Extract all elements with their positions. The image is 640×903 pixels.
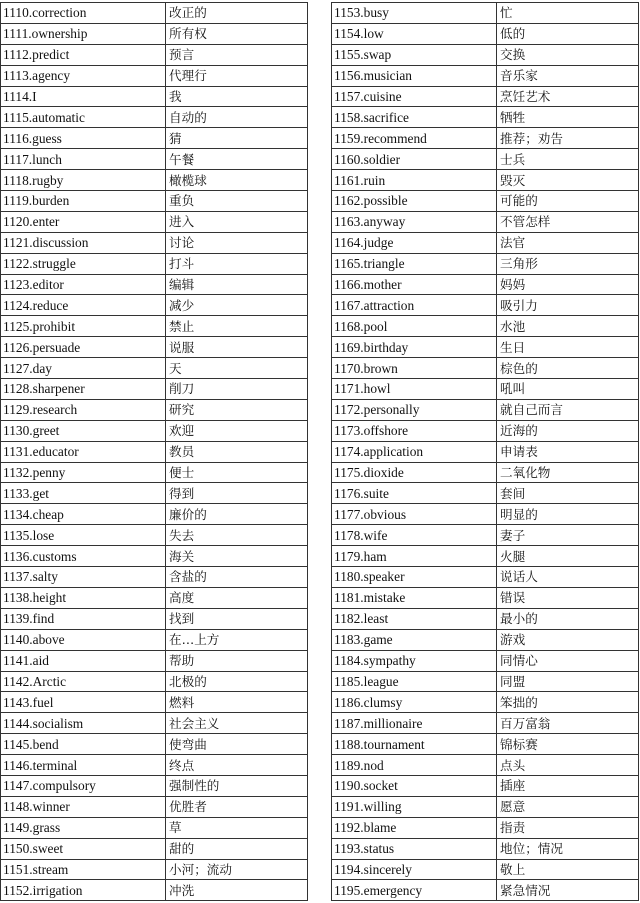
chinese-meaning-cell: 橄榄球 <box>166 170 308 191</box>
table-row <box>332 65 639 86</box>
english-word-cell: 1148.winner <box>1 796 166 817</box>
chinese-meaning-cell: 不管怎样 <box>497 211 639 232</box>
chinese-meaning-cell: 优胜者 <box>166 796 308 817</box>
table-row <box>332 629 639 650</box>
table-row <box>1 379 308 400</box>
english-word-cell: 1116.guess <box>1 128 166 149</box>
english-word-cell: 1151.stream <box>1 859 166 880</box>
table-row <box>1 337 308 358</box>
english-word-cell: 1149.grass <box>1 817 166 838</box>
chinese-meaning-cell: 二氧化物 <box>497 462 639 483</box>
table-row <box>332 713 639 734</box>
table-row <box>332 3 639 24</box>
chinese-meaning-cell: 冲洗 <box>166 880 308 901</box>
chinese-meaning-cell: 同情心 <box>497 650 639 671</box>
english-word-cell: 1120.enter <box>1 211 166 232</box>
table-row <box>332 880 639 901</box>
table-row <box>332 692 639 713</box>
chinese-meaning-cell: 低的 <box>497 23 639 44</box>
english-word-cell: 1142.Arctic <box>1 671 166 692</box>
chinese-meaning-cell: 火腿 <box>497 546 639 567</box>
chinese-meaning-cell: 敬上 <box>497 859 639 880</box>
chinese-meaning-cell: 预言 <box>166 44 308 65</box>
chinese-meaning-cell: 禁止 <box>166 316 308 337</box>
table-row <box>1 880 308 901</box>
table-row <box>332 316 639 337</box>
chinese-meaning-cell: 减少 <box>166 295 308 316</box>
chinese-meaning-cell: 打斗 <box>166 253 308 274</box>
table-row <box>332 337 639 358</box>
chinese-meaning-cell: 北极的 <box>166 671 308 692</box>
chinese-meaning-cell: 游戏 <box>497 629 639 650</box>
english-word-cell: 1145.bend <box>1 734 166 755</box>
english-word-cell: 1135.lose <box>1 525 166 546</box>
chinese-meaning-cell: 吼叫 <box>497 379 639 400</box>
chinese-meaning-cell: 讨论 <box>166 232 308 253</box>
english-word-cell: 1136.customs <box>1 546 166 567</box>
table-row <box>332 128 639 149</box>
table-row <box>1 462 308 483</box>
english-word-cell: 1115.automatic <box>1 107 166 128</box>
table-row <box>332 546 639 567</box>
table-row <box>332 274 639 295</box>
chinese-meaning-cell: 说服 <box>166 337 308 358</box>
chinese-meaning-cell: 毁灭 <box>497 170 639 191</box>
chinese-meaning-cell: 教员 <box>166 441 308 462</box>
chinese-meaning-cell: 明显的 <box>497 504 639 525</box>
table-row <box>332 149 639 170</box>
english-word-cell: 1137.salty <box>1 567 166 588</box>
table-row <box>1 755 308 776</box>
chinese-meaning-cell: 便士 <box>166 462 308 483</box>
chinese-meaning-cell: 音乐家 <box>497 65 639 86</box>
table-row <box>332 295 639 316</box>
table-row <box>1 191 308 212</box>
chinese-meaning-cell: 甜的 <box>166 838 308 859</box>
table-row <box>332 859 639 880</box>
table-row <box>332 211 639 232</box>
english-word-cell: 1180.speaker <box>332 567 497 588</box>
chinese-meaning-cell: 笨拙的 <box>497 692 639 713</box>
chinese-meaning-cell: 愿意 <box>497 796 639 817</box>
table-row <box>332 608 639 629</box>
table-row <box>1 817 308 838</box>
chinese-meaning-cell: 自动的 <box>166 107 308 128</box>
chinese-meaning-cell: 点头 <box>497 755 639 776</box>
english-word-cell: 1177.obvious <box>332 504 497 525</box>
chinese-meaning-cell: 锦标赛 <box>497 734 639 755</box>
english-word-cell: 1133.get <box>1 483 166 504</box>
english-word-cell: 1153.busy <box>332 3 497 24</box>
chinese-meaning-cell: 妈妈 <box>497 274 639 295</box>
table-row <box>332 44 639 65</box>
chinese-meaning-cell: 妻子 <box>497 525 639 546</box>
english-word-cell: 1172.personally <box>332 399 497 420</box>
english-word-cell: 1193.status <box>332 838 497 859</box>
chinese-meaning-cell: 申请表 <box>497 441 639 462</box>
english-word-cell: 1129.research <box>1 399 166 420</box>
chinese-meaning-cell: 可能的 <box>497 191 639 212</box>
english-word-cell: 1125.prohibit <box>1 316 166 337</box>
chinese-meaning-cell: 含盐的 <box>166 567 308 588</box>
table-row <box>1 504 308 525</box>
table-row <box>332 671 639 692</box>
chinese-meaning-cell: 失去 <box>166 525 308 546</box>
chinese-meaning-cell: 三角形 <box>497 253 639 274</box>
table-row <box>332 525 639 546</box>
chinese-meaning-cell: 代理行 <box>166 65 308 86</box>
chinese-meaning-cell: 我 <box>166 86 308 107</box>
english-word-cell: 1119.burden <box>1 191 166 212</box>
english-word-cell: 1163.anyway <box>332 211 497 232</box>
table-row <box>1 420 308 441</box>
table-row <box>332 755 639 776</box>
table-row <box>1 567 308 588</box>
left-table-body <box>1 3 308 901</box>
english-word-cell: 1152.irrigation <box>1 880 166 901</box>
english-word-cell: 1173.offshore <box>332 420 497 441</box>
chinese-meaning-cell: 水池 <box>497 316 639 337</box>
chinese-meaning-cell: 进入 <box>166 211 308 232</box>
table-row <box>1 650 308 671</box>
chinese-meaning-cell: 套间 <box>497 483 639 504</box>
english-word-cell: 1182.least <box>332 608 497 629</box>
table-row <box>332 483 639 504</box>
chinese-meaning-cell: 紧急情况 <box>497 880 639 901</box>
table-row <box>1 23 308 44</box>
chinese-meaning-cell: 天 <box>166 358 308 379</box>
english-word-cell: 1181.mistake <box>332 587 497 608</box>
chinese-meaning-cell: 削刀 <box>166 379 308 400</box>
english-word-cell: 1131.educator <box>1 441 166 462</box>
english-word-cell: 1143.fuel <box>1 692 166 713</box>
chinese-meaning-cell: 百万富翁 <box>497 713 639 734</box>
table-row <box>1 629 308 650</box>
table-row <box>1 546 308 567</box>
english-word-cell: 1194.sincerely <box>332 859 497 880</box>
chinese-meaning-cell: 所有权 <box>166 23 308 44</box>
table-row <box>1 838 308 859</box>
table-row <box>332 107 639 128</box>
right-vocab-table <box>331 2 639 901</box>
table-row <box>1 274 308 295</box>
table-row <box>332 358 639 379</box>
english-word-cell: 1150.sweet <box>1 838 166 859</box>
chinese-meaning-cell: 吸引力 <box>497 295 639 316</box>
chinese-meaning-cell: 指责 <box>497 817 639 838</box>
english-word-cell: 1117.lunch <box>1 149 166 170</box>
english-word-cell: 1156.musician <box>332 65 497 86</box>
table-row <box>332 170 639 191</box>
english-word-cell: 1187.millionaire <box>332 713 497 734</box>
table-row <box>332 23 639 44</box>
chinese-meaning-cell: 烹饪艺术 <box>497 86 639 107</box>
table-row <box>1 3 308 24</box>
table-row <box>332 399 639 420</box>
english-word-cell: 1184.sympathy <box>332 650 497 671</box>
table-row <box>332 567 639 588</box>
english-word-cell: 1183.game <box>332 629 497 650</box>
table-row <box>332 838 639 859</box>
chinese-meaning-cell: 帮助 <box>166 650 308 671</box>
chinese-meaning-cell: 生日 <box>497 337 639 358</box>
english-word-cell: 1121.discussion <box>1 232 166 253</box>
chinese-meaning-cell: 同盟 <box>497 671 639 692</box>
english-word-cell: 1188.tournament <box>332 734 497 755</box>
english-word-cell: 1130.greet <box>1 420 166 441</box>
english-word-cell: 1111.ownership <box>1 23 166 44</box>
chinese-meaning-cell: 交换 <box>497 44 639 65</box>
chinese-meaning-cell: 士兵 <box>497 149 639 170</box>
table-row <box>1 859 308 880</box>
english-word-cell: 1167.attraction <box>332 295 497 316</box>
english-word-cell: 1168.pool <box>332 316 497 337</box>
chinese-meaning-cell: 近海的 <box>497 420 639 441</box>
english-word-cell: 1186.clumsy <box>332 692 497 713</box>
chinese-meaning-cell: 插座 <box>497 775 639 796</box>
english-word-cell: 1165.triangle <box>332 253 497 274</box>
english-word-cell: 1192.blame <box>332 817 497 838</box>
table-row <box>332 191 639 212</box>
chinese-meaning-cell: 燃料 <box>166 692 308 713</box>
english-word-cell: 1140.above <box>1 629 166 650</box>
chinese-meaning-cell: 重负 <box>166 191 308 212</box>
chinese-meaning-cell: 棕色的 <box>497 358 639 379</box>
chinese-meaning-cell: 小河；流动 <box>166 859 308 880</box>
chinese-meaning-cell: 廉价的 <box>166 504 308 525</box>
chinese-meaning-cell: 高度 <box>166 587 308 608</box>
chinese-meaning-cell: 改正的 <box>166 3 308 24</box>
table-row <box>332 232 639 253</box>
english-word-cell: 1118.rugby <box>1 170 166 191</box>
english-word-cell: 1110.correction <box>1 3 166 24</box>
english-word-cell: 1189.nod <box>332 755 497 776</box>
table-row <box>332 504 639 525</box>
table-row <box>332 650 639 671</box>
table-row <box>1 295 308 316</box>
table-row <box>332 587 639 608</box>
english-word-cell: 1159.recommend <box>332 128 497 149</box>
table-row <box>1 253 308 274</box>
chinese-meaning-cell: 强制性的 <box>166 775 308 796</box>
chinese-meaning-cell: 得到 <box>166 483 308 504</box>
english-word-cell: 1190.socket <box>332 775 497 796</box>
right-table-body <box>332 3 639 901</box>
chinese-meaning-cell: 终点 <box>166 755 308 776</box>
table-row <box>1 441 308 462</box>
english-word-cell: 1141.aid <box>1 650 166 671</box>
chinese-meaning-cell: 使弯曲 <box>166 734 308 755</box>
english-word-cell: 1144.socialism <box>1 713 166 734</box>
english-word-cell: 1158.sacrifice <box>332 107 497 128</box>
table-row <box>1 128 308 149</box>
chinese-meaning-cell: 最小的 <box>497 608 639 629</box>
table-row <box>1 775 308 796</box>
table-row <box>1 608 308 629</box>
chinese-meaning-cell: 研究 <box>166 399 308 420</box>
table-row <box>1 483 308 504</box>
english-word-cell: 1127.day <box>1 358 166 379</box>
table-row <box>1 149 308 170</box>
english-word-cell: 1134.cheap <box>1 504 166 525</box>
english-word-cell: 1157.cuisine <box>332 86 497 107</box>
table-row <box>332 86 639 107</box>
english-word-cell: 1146.terminal <box>1 755 166 776</box>
english-word-cell: 1176.suite <box>332 483 497 504</box>
chinese-meaning-cell: 海关 <box>166 546 308 567</box>
left-vocab-table <box>0 2 308 901</box>
english-word-cell: 1174.application <box>332 441 497 462</box>
table-row <box>332 775 639 796</box>
english-word-cell: 1123.editor <box>1 274 166 295</box>
table-row <box>1 65 308 86</box>
english-word-cell: 1113.agency <box>1 65 166 86</box>
english-word-cell: 1155.swap <box>332 44 497 65</box>
english-word-cell: 1122.struggle <box>1 253 166 274</box>
chinese-meaning-cell: 社会主义 <box>166 713 308 734</box>
chinese-meaning-cell: 在…上方 <box>166 629 308 650</box>
chinese-meaning-cell: 找到 <box>166 608 308 629</box>
english-word-cell: 1112.predict <box>1 44 166 65</box>
table-row <box>1 316 308 337</box>
english-word-cell: 1162.possible <box>332 191 497 212</box>
table-row <box>1 232 308 253</box>
chinese-meaning-cell: 说话人 <box>497 567 639 588</box>
english-word-cell: 1147.compulsory <box>1 775 166 796</box>
table-row <box>332 734 639 755</box>
english-word-cell: 1161.ruin <box>332 170 497 191</box>
chinese-meaning-cell: 编辑 <box>166 274 308 295</box>
chinese-meaning-cell: 忙 <box>497 3 639 24</box>
table-row <box>332 379 639 400</box>
table-row <box>1 734 308 755</box>
table-row <box>332 441 639 462</box>
table-row <box>1 796 308 817</box>
table-row <box>1 671 308 692</box>
english-word-cell: 1169.birthday <box>332 337 497 358</box>
table-row <box>1 358 308 379</box>
chinese-meaning-cell: 欢迎 <box>166 420 308 441</box>
english-word-cell: 1179.ham <box>332 546 497 567</box>
english-word-cell: 1185.league <box>332 671 497 692</box>
chinese-meaning-cell: 午餐 <box>166 149 308 170</box>
english-word-cell: 1138.height <box>1 587 166 608</box>
table-row <box>1 713 308 734</box>
chinese-meaning-cell: 错误 <box>497 587 639 608</box>
chinese-meaning-cell: 推荐；劝告 <box>497 128 639 149</box>
table-row <box>1 399 308 420</box>
chinese-meaning-cell: 牺牲 <box>497 107 639 128</box>
table-row <box>332 420 639 441</box>
table-row <box>1 170 308 191</box>
chinese-meaning-cell: 法官 <box>497 232 639 253</box>
table-row <box>1 211 308 232</box>
table-row <box>1 86 308 107</box>
table-row <box>1 692 308 713</box>
table-row <box>1 44 308 65</box>
english-word-cell: 1114.I <box>1 86 166 107</box>
english-word-cell: 1139.find <box>1 608 166 629</box>
chinese-meaning-cell: 猜 <box>166 128 308 149</box>
table-row <box>1 525 308 546</box>
table-row <box>332 817 639 838</box>
english-word-cell: 1170.brown <box>332 358 497 379</box>
english-word-cell: 1160.soldier <box>332 149 497 170</box>
english-word-cell: 1128.sharpener <box>1 379 166 400</box>
english-word-cell: 1175.dioxide <box>332 462 497 483</box>
table-row <box>332 796 639 817</box>
english-word-cell: 1166.mother <box>332 274 497 295</box>
english-word-cell: 1126.persuade <box>1 337 166 358</box>
chinese-meaning-cell: 就自己而言 <box>497 399 639 420</box>
table-row <box>1 587 308 608</box>
english-word-cell: 1178.wife <box>332 525 497 546</box>
chinese-meaning-cell: 地位；情况 <box>497 838 639 859</box>
chinese-meaning-cell: 草 <box>166 817 308 838</box>
english-word-cell: 1132.penny <box>1 462 166 483</box>
english-word-cell: 1164.judge <box>332 232 497 253</box>
english-word-cell: 1171.howl <box>332 379 497 400</box>
english-word-cell: 1154.low <box>332 23 497 44</box>
english-word-cell: 1195.emergency <box>332 880 497 901</box>
table-row <box>1 107 308 128</box>
english-word-cell: 1124.reduce <box>1 295 166 316</box>
english-word-cell: 1191.willing <box>332 796 497 817</box>
table-row <box>332 253 639 274</box>
table-row <box>332 462 639 483</box>
